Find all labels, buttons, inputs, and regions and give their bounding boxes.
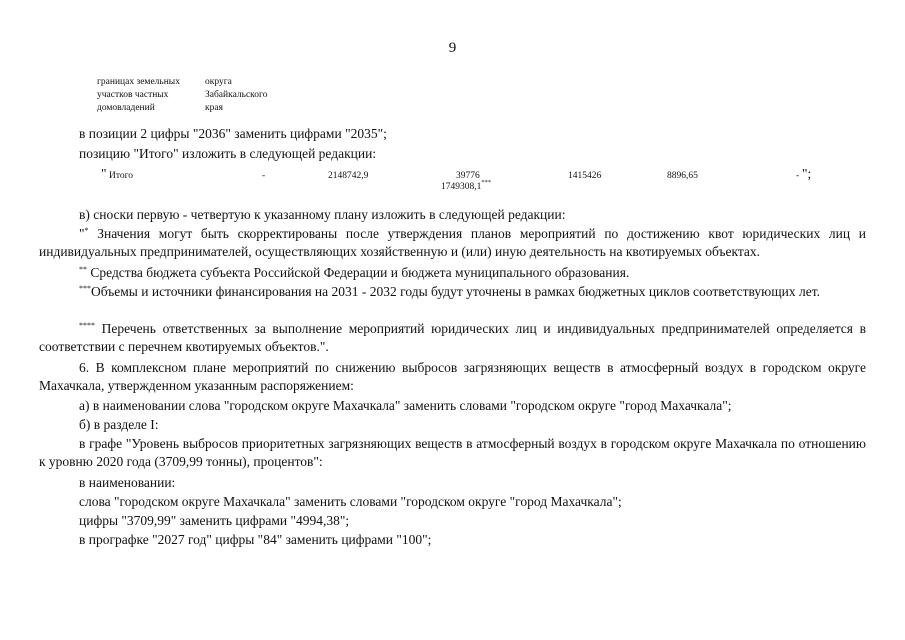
footnote-2-mark: ** xyxy=(79,265,87,274)
table-fragment-col1 xyxy=(97,76,197,115)
amendment-position2: в позиции 2 цифры "2036" заменить цифрами "2035"; xyxy=(79,126,387,141)
paragraph-prografe: в прографке "2027 год" цифры "84" заменить цифрами "100"; xyxy=(79,532,432,547)
paragraph-6a: а) в наименовании слова "городском округе Махачкала" заменить словами "городском округе "город Махачкала"; xyxy=(79,398,732,413)
itogo-value3: 1415426 xyxy=(568,171,602,181)
table-fragment-col2 xyxy=(205,76,305,115)
table-cell: округа xyxy=(205,77,232,87)
table-cell: Забайкальского xyxy=(205,90,268,100)
footnote-1-text: Значения могут быть скорректированы после утверждения планов мероприятий по достижению квот юридических лиц и индивидуальных предпринимателей, осуществляющих хозяйственную и (или) иную деятельность на квотируемых объектах. xyxy=(39,226,866,259)
footnote-2 xyxy=(39,264,866,282)
amendment-itogo-intro: позицию "Итого" изложить в следующей редакции: xyxy=(79,146,377,161)
table-cell: домовладений xyxy=(97,103,155,113)
itogo-dash: - xyxy=(262,171,266,181)
table-cell: границах земельных xyxy=(97,77,180,87)
footnote-4 xyxy=(39,320,866,356)
itogo-open-quote: " xyxy=(101,166,107,181)
paragraph-slova: слова "городском округе Махачкала" заменить словами "городском округе "город Махачкала"; xyxy=(79,494,622,509)
itogo-value2: 39776 xyxy=(456,171,480,181)
page-number: 9 xyxy=(448,40,457,56)
paragraph-6b: б) в разделе I: xyxy=(79,417,159,432)
itogo-value5: - xyxy=(796,171,800,181)
itogo-subvalue-mark: *** xyxy=(481,179,492,186)
itogo-value1: 2148742,9 xyxy=(328,171,369,181)
paragraph-naim: в наименовании: xyxy=(79,475,176,490)
itogo-label: Итого xyxy=(109,171,134,181)
footnote-3 xyxy=(39,283,866,301)
footnote-1-mark: * xyxy=(84,226,89,235)
footnote-1-prefix: " xyxy=(79,226,85,241)
itogo-subvalue-number: 1749308,1 xyxy=(441,182,482,192)
footnote-2-text: Средства бюджета субъекта Российской Федерации и бюджета муниципального образования. xyxy=(87,265,630,280)
footnote-3-mark: *** xyxy=(79,284,91,293)
paragraph-grafe: в графе "Уровень выбросов приоритетных загрязняющих веществ в атмосферный воздух в городском округе Махачкала по отношению к уровню 2020 года (3709,99 тонны), процентов": xyxy=(39,436,866,469)
footnote-4-mark: **** xyxy=(79,321,95,330)
footnote-3-text: Объемы и источники финансирования на 2031 - 2032 годы будут уточнены в рамках бюджетных циклов соответствующих лет. xyxy=(91,284,820,299)
table-cell: участков частных xyxy=(97,90,169,100)
footnote-4-text: Перечень ответственных за выполнение мероприятий юридических лиц и индивидуальных предпринимателей определяется в соответствии с перечнем квотируемых объектов.". xyxy=(39,321,866,354)
table-cell: края xyxy=(205,103,223,113)
itogo-value4: 8896,65 xyxy=(667,171,698,181)
itogo-close: "; xyxy=(802,166,812,181)
paragraph-6: 6. В комплексном плане мероприятий по снижению выбросов загрязняющих веществ в атмосферный воздух в городском округе Махачкала, утвержденном указанным распоряжением: xyxy=(39,360,866,393)
footnote-1 xyxy=(39,225,866,261)
itogo-subvalue xyxy=(441,179,492,192)
amendment-v: в) сноски первую - четвертую к указанному плану изложить в следующей редакции: xyxy=(79,207,566,222)
paragraph-cifry: цифры "3709,99" заменить цифрами "4994,38"; xyxy=(79,513,350,528)
